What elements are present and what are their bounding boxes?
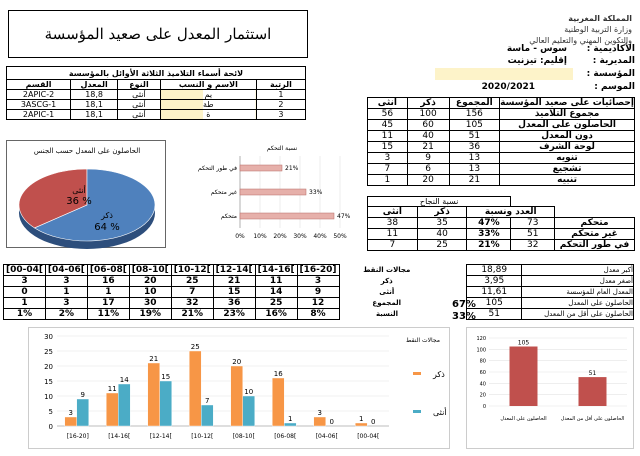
range-cell: 3 (45, 276, 87, 287)
success-female: 7 (368, 240, 418, 251)
range-header: [12-14[ (213, 265, 255, 276)
success-title: نسبة النجاح (368, 197, 511, 207)
ranges-bar-female (77, 399, 89, 426)
stats-cell: 45 (368, 120, 408, 131)
success-header-female: أنثى (368, 207, 418, 218)
school-name-redacted (435, 68, 573, 80)
table-row (4, 276, 435, 287)
ranges-ytick-label: 10 (44, 393, 53, 401)
stats-header: المجموع (449, 98, 500, 109)
stats-label: مجموع التلاميذ (500, 109, 635, 120)
mastery-category-label: متحكم (220, 213, 237, 220)
table-row (467, 287, 634, 298)
ranges-category-label: [12-14[ (149, 433, 172, 440)
success-female: 11 (368, 229, 418, 240)
range-cell: 10 (129, 287, 171, 298)
mastery-category-label: في طور التحكم (198, 165, 237, 172)
ranges-legend-swatch (413, 372, 421, 375)
stats-label: دون المعدل (500, 131, 635, 142)
table-row (368, 120, 635, 131)
success-pct: 33% (467, 229, 511, 240)
stats-label: تنبيه (500, 175, 635, 186)
ranges-ytick-label: 0 (48, 423, 53, 431)
range-cell: 16% (255, 309, 297, 320)
range-cell: 8% (297, 309, 339, 320)
top3-name: ة (160, 110, 256, 120)
table-row (467, 298, 634, 309)
ranges-bar-female (160, 381, 172, 426)
ranges-header-row (4, 265, 435, 276)
stats-cell: 6 (407, 164, 449, 175)
ranges-ytick-label: 25 (44, 348, 53, 356)
stats-cell: 156 (449, 109, 500, 120)
range-label: ذكر (380, 277, 393, 285)
stats-cell: 100 (407, 109, 449, 120)
stats-cell: 36 (449, 142, 500, 153)
ranges-data-label: 21 (149, 355, 159, 363)
range-cell: 11% (87, 309, 129, 320)
ranges-bar-male (189, 351, 201, 426)
ranges-bar-male (314, 417, 326, 426)
mastery-title: نسبة التحكم (266, 145, 298, 152)
success-female: 38 (368, 218, 418, 229)
ranges-category-label: [16-20] (66, 433, 89, 440)
stats-header: أنثى (368, 98, 408, 109)
ranges-bar-male (106, 393, 118, 426)
top3-header-class: القسم (7, 80, 71, 90)
header-info (395, 44, 635, 100)
academy-value: سوس - ماسة (506, 44, 567, 54)
summary-label: أصغر معدل (522, 276, 634, 287)
stats-header: إحصائيات على صعيد المؤسسة (500, 98, 634, 108)
success-label: غير متحكم (555, 229, 635, 240)
range-cell: 21% (171, 309, 213, 320)
avg-ytick-label: 40 (479, 381, 486, 388)
summary-value: 18,89 (467, 265, 522, 276)
range-cell: 19% (129, 309, 171, 320)
mastery-tick-label: 10% (253, 233, 267, 240)
stats-cell: 1 (368, 175, 408, 186)
stats-table (367, 97, 635, 186)
ranges-bar-male (65, 417, 77, 426)
range-cell: 25 (255, 298, 297, 309)
pie-male-label: ذكر (101, 211, 113, 220)
table-row (7, 100, 306, 110)
range-header: [10-12[ (171, 265, 213, 276)
ranges-table (3, 264, 435, 320)
range-cell: 3 (45, 298, 87, 309)
range-cell: 0 (4, 287, 46, 298)
ministry-name-2: والتكوين المهني والتعليم العالي (529, 36, 632, 45)
ranges-legend-label: أنثى (433, 408, 447, 417)
ranges-data-label: 3 (68, 409, 73, 417)
ranges-ytick-label: 15 (44, 378, 53, 386)
ranges-data-label: 10 (244, 388, 254, 396)
success-male: 35 (417, 218, 467, 229)
top3-class: 2APIC-2 (7, 90, 71, 100)
table-row (368, 131, 635, 142)
ranges-data-label: 16 (273, 370, 283, 378)
ranges-data-label: 14 (119, 376, 129, 384)
top3-header-rank: الرتبة (256, 80, 305, 90)
summary-value: 11,61 (467, 287, 522, 298)
top3-rank: 2 (256, 100, 305, 110)
stats-header-row (368, 98, 635, 109)
pie-title: الحاصلون على المعدل حسب الجنس (33, 147, 141, 155)
mastery-chart-box (190, 140, 350, 252)
avg-bar (579, 377, 607, 406)
summary-value: 3,95 (467, 276, 522, 287)
top3-header-name: الاسم و النسب (160, 80, 256, 90)
ranges-legend-label: ذكر (433, 370, 445, 379)
range-cell: 3 (297, 276, 339, 287)
stats-header: ذكر (407, 98, 449, 109)
avg-ytick-label: 20 (479, 392, 486, 399)
top3-title: لائحة أسماء التلاميذ الثلاثة الأوائل بالمؤسسة (7, 67, 306, 80)
success-pct: 47% (467, 218, 511, 229)
top3-header-avg: المعدل (71, 80, 118, 90)
stats-cell: 7 (368, 164, 408, 175)
ranges-chart-box (28, 327, 450, 449)
table-row (368, 109, 635, 120)
range-cell: 21 (213, 276, 255, 287)
pie-female-pct: 36 % (66, 196, 92, 207)
stats-label: لوحة الشرف (500, 142, 635, 153)
success-male: 40 (417, 229, 467, 240)
top3-table (6, 66, 306, 120)
mastery-bar (240, 213, 334, 219)
summary-pct-below: 33% (452, 311, 476, 322)
mastery-tick-label: 40% (313, 233, 327, 240)
success-count: 51 (511, 229, 555, 240)
avg-ytick-label: 60 (479, 370, 486, 376)
ranges-bar-female (201, 405, 213, 426)
avg-category-label: الحاصلون على أقل من المعدل (560, 416, 625, 422)
range-label: أنثى (379, 288, 395, 296)
stats-cell: 56 (368, 109, 408, 120)
range-cell: 9 (297, 287, 339, 298)
success-count: 32 (511, 240, 555, 251)
range-cell: 32 (171, 298, 213, 309)
success-table (367, 196, 635, 251)
avg-category-label: الحاصلون على المعدل (500, 416, 547, 422)
avg-data-label: 105 (517, 339, 530, 347)
range-cell: 11 (255, 276, 297, 287)
stats-cell: 20 (407, 175, 449, 186)
stats-cell: 13 (449, 164, 500, 175)
top3-name: يم (160, 90, 256, 100)
range-cell: 1 (87, 287, 129, 298)
success-label: متحكم (555, 218, 635, 229)
range-label: النسبة (375, 310, 399, 318)
range-header: [16-20] (297, 265, 339, 276)
stats-label: الحاصلون على المعدل (500, 120, 635, 131)
top3-rank: 1 (256, 90, 305, 100)
ranges-data-label: 0 (371, 418, 376, 426)
range-cell: 14 (255, 287, 297, 298)
table-row (4, 309, 435, 320)
range-cell: 1 (4, 298, 46, 309)
table-row (368, 164, 635, 175)
mastery-bar (240, 165, 282, 171)
average-chart (467, 328, 635, 450)
stats-cell: 60 (407, 120, 449, 131)
stats-cell: 21 (449, 175, 500, 186)
top3-header-gender: النوع (118, 80, 161, 90)
mastery-chart (190, 140, 350, 252)
mastery-value-label: 33% (309, 189, 323, 196)
ranges-legend-swatch (413, 410, 421, 413)
table-row (368, 218, 635, 229)
ranges-data-label: 11 (107, 385, 117, 393)
top3-rank: 3 (256, 110, 305, 120)
ranges-bar-male (231, 366, 243, 426)
ranges-ytick-label: 30 (44, 333, 53, 341)
range-header: [14-16[ (255, 265, 297, 276)
avg-data-label: 51 (588, 370, 597, 378)
range-cell: 2% (45, 309, 87, 320)
top3-avg: 18,8 (71, 90, 118, 100)
ranges-data-label: 9 (80, 391, 85, 399)
range-cell: 1 (45, 287, 87, 298)
ranges-bar-male (272, 378, 284, 426)
stats-cell: 13 (449, 153, 500, 164)
success-header-male: ذكر (417, 207, 467, 218)
summary-label: أكبر معدل (522, 265, 634, 276)
school-label: المؤسسة : (586, 69, 635, 79)
summary-value: 105 (467, 298, 522, 309)
average-chart-box (466, 327, 634, 449)
table-row (368, 142, 635, 153)
stats-label: تشجيع (500, 164, 635, 175)
province-label: المديرية : (592, 56, 635, 66)
avg-ytick-label: 100 (476, 347, 486, 354)
range-header: [08-10[ (129, 265, 171, 276)
avg-bar (510, 347, 538, 407)
range-cell: 12 (297, 298, 339, 309)
ranges-data-label: 1 (288, 415, 293, 423)
range-cell: 1% (4, 309, 46, 320)
success-pct: 21% (467, 240, 511, 251)
success-label: في طور التحكم (555, 240, 635, 251)
ranges-legend-title: مجالات النقط (406, 337, 440, 344)
ministry-name: وزارة التربية الوطنية (564, 25, 632, 34)
ranges-ytick-label: 5 (48, 408, 53, 416)
range-cell: 17 (87, 298, 129, 309)
stats-label: تنويه (500, 153, 635, 164)
range-row-header: مجالات النقط (363, 266, 411, 274)
summary-table (466, 264, 634, 320)
success-male: 25 (417, 240, 467, 251)
ranges-data-label: 3 (317, 409, 322, 417)
range-header: [00-04[ (4, 265, 46, 276)
range-cell: 20 (129, 276, 171, 287)
ranges-category-label: [06-08[ (274, 433, 297, 440)
summary-label: الحاصلون على المعدل (522, 298, 634, 309)
ranges-bar-female (284, 423, 296, 426)
table-row (368, 229, 635, 240)
ranges-bar-female (243, 396, 255, 426)
top3-gender: أنثى (118, 100, 161, 110)
ranges-category-label: [00-04[ (357, 433, 380, 440)
range-cell: 3 (4, 276, 46, 287)
stats-cell: 105 (449, 120, 500, 131)
top3-avg: 18,1 (71, 110, 118, 120)
table-row (4, 298, 435, 309)
top3-header-row (7, 80, 306, 90)
ranges-bar-male (355, 423, 367, 426)
table-row (467, 276, 634, 287)
mastery-category-label: غير متحكم (210, 189, 237, 196)
range-cell: 7 (171, 287, 213, 298)
mastery-value-label: 47% (337, 213, 350, 220)
top3-class: 2APIC-1 (7, 110, 71, 120)
success-count: 73 (511, 218, 555, 229)
table-row (4, 287, 435, 298)
stats-cell: 21 (407, 142, 449, 153)
mastery-tick-label: 0% (235, 233, 245, 240)
avg-ytick-label: 80 (479, 358, 486, 365)
range-cell: 30 (129, 298, 171, 309)
ranges-data-label: 1 (359, 415, 364, 423)
mastery-tick-label: 50% (333, 233, 347, 240)
range-cell: 15 (213, 287, 255, 298)
mastery-tick-label: 30% (293, 233, 307, 240)
ranges-category-label: [04-06[ (315, 433, 338, 440)
mastery-bar (240, 189, 306, 195)
summary-pct-above: 67% (452, 299, 476, 310)
avg-ytick-label: 120 (476, 336, 486, 342)
ranges-bar-female (118, 384, 130, 426)
success-subtitle: العدد ونسبة (467, 207, 555, 218)
range-cell: 25 (171, 276, 213, 287)
ranges-category-label: [08-10[ (232, 433, 255, 440)
stats-cell: 40 (407, 131, 449, 142)
ranges-bar-male (148, 363, 160, 426)
stats-cell: 3 (368, 153, 408, 164)
avg-ytick-label: 0 (482, 404, 486, 410)
pie-chart-box (6, 140, 166, 248)
ranges-category-label: [14-16[ (108, 433, 131, 440)
stats-cell: 15 (368, 142, 408, 153)
ranges-data-label: 0 (329, 418, 334, 426)
summary-value: 51 (467, 309, 522, 320)
page-title-box (8, 10, 308, 58)
top3-avg: 18,1 (71, 100, 118, 110)
page-title: استثمار المعدل على صعيد المؤسسة (44, 25, 272, 43)
ranges-ytick-label: 20 (44, 363, 53, 371)
table-row (368, 153, 635, 164)
academy-label: الأكاديمية : (586, 44, 635, 54)
summary-label: الحاصلون على أقل من المعدل (522, 309, 634, 320)
top3-gender: أنثى (118, 90, 161, 100)
table-row (368, 175, 635, 186)
top3-gender: أنثى (118, 110, 161, 120)
pie-chart (7, 141, 167, 249)
country-name: المملكة المغربية (568, 14, 632, 23)
province-value: إقليم: تيزنيت (507, 56, 567, 66)
range-cell: 36 (213, 298, 255, 309)
mastery-tick-label: 20% (273, 233, 287, 240)
table-row (467, 309, 634, 320)
top3-class: 3ASCG-1 (7, 100, 71, 110)
stats-cell: 51 (449, 131, 500, 142)
stats-cell: 9 (407, 153, 449, 164)
ranges-data-label: 20 (232, 358, 242, 366)
pie-male-pct: 64 % (94, 222, 120, 233)
summary-label: المعدل العام للمؤسسة (522, 287, 634, 298)
ranges-data-label: 15 (161, 373, 171, 381)
year-value: 2020/2021 (481, 82, 535, 92)
table-row (7, 110, 306, 120)
top3-name: طة (160, 100, 256, 110)
pie-female-label: أنثى (72, 186, 86, 195)
range-label: المجموع (372, 299, 402, 307)
year-label: الموسم : (594, 82, 635, 92)
table-row (7, 90, 306, 100)
ranges-chart (29, 328, 451, 450)
range-cell: 23% (213, 309, 255, 320)
ranges-data-label: 7 (205, 397, 210, 405)
range-header: [04-06[ (45, 265, 87, 276)
mastery-value-label: 21% (285, 165, 299, 172)
stats-cell: 11 (368, 131, 408, 142)
table-row (368, 240, 635, 251)
table-row (467, 265, 634, 276)
ranges-category-label: [10-12[ (191, 433, 214, 440)
range-cell: 16 (87, 276, 129, 287)
range-header: [06-08[ (87, 265, 129, 276)
ranges-data-label: 25 (190, 343, 200, 351)
